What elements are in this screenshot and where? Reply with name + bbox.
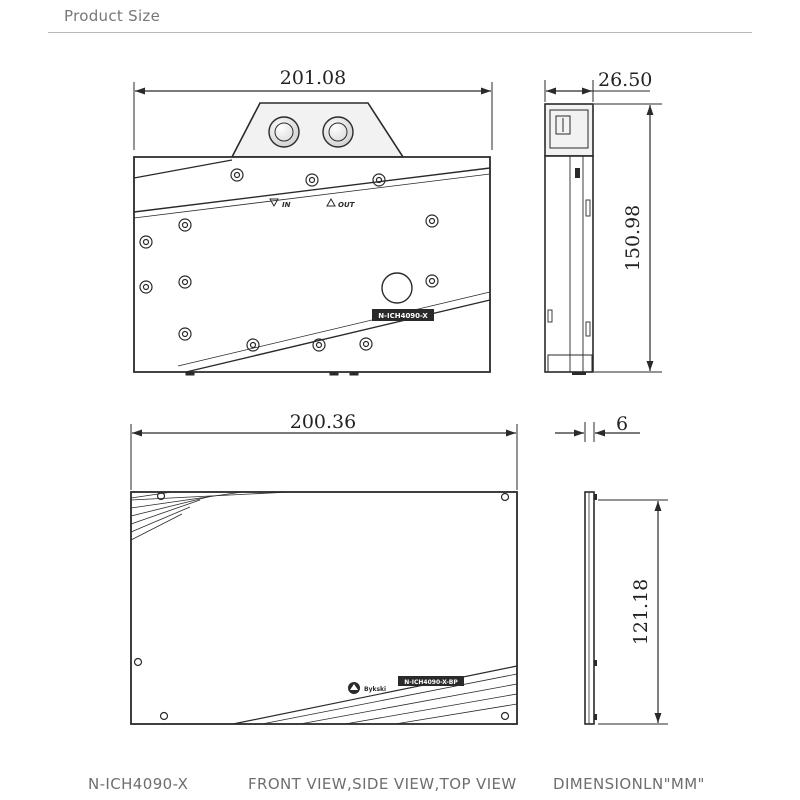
plate-model-text: N-ICH4090-X bbox=[378, 312, 428, 320]
backplate-outline bbox=[131, 492, 517, 724]
brand-logo bbox=[348, 682, 360, 694]
model-caption: N-ICH4090-X bbox=[88, 775, 189, 793]
mount-tab bbox=[350, 372, 358, 375]
backplate-brand-text: Bykski bbox=[364, 686, 387, 693]
backplate-width-label: 200.36 bbox=[289, 411, 357, 433]
outlet-port bbox=[323, 117, 353, 147]
inlet-label: IN bbox=[282, 201, 291, 209]
side-height-label: 150.98 bbox=[622, 204, 644, 272]
terminal-block bbox=[232, 103, 403, 157]
mount-tab bbox=[186, 372, 194, 375]
front-view bbox=[134, 67, 492, 375]
section-title: Product Size bbox=[64, 7, 161, 25]
side-depth-label: 26.50 bbox=[598, 69, 653, 91]
plug-port bbox=[382, 273, 412, 303]
plate-model-tag bbox=[372, 309, 434, 321]
units-caption: DIMENSIONLN"MM" bbox=[553, 775, 705, 793]
backplate-thickness-label: 6 bbox=[616, 413, 629, 435]
backplate-height-label: 121.18 bbox=[630, 578, 652, 646]
backplate-side-view bbox=[555, 422, 668, 724]
mount-tab bbox=[330, 372, 338, 375]
backplate-model-text: N-ICH4090-X-BP bbox=[404, 679, 458, 686]
outlet-label: OUT bbox=[338, 201, 355, 209]
side-view bbox=[545, 80, 662, 375]
backplate-model-tag bbox=[398, 676, 464, 686]
backplate-side-body bbox=[585, 492, 594, 724]
front-width-label: 201.08 bbox=[279, 67, 347, 89]
views-caption: FRONT VIEW,SIDE VIEW,TOP VIEW bbox=[248, 775, 517, 793]
side-body bbox=[545, 156, 593, 372]
inlet-port bbox=[269, 117, 299, 147]
backplate-width-dimension bbox=[131, 424, 517, 490]
